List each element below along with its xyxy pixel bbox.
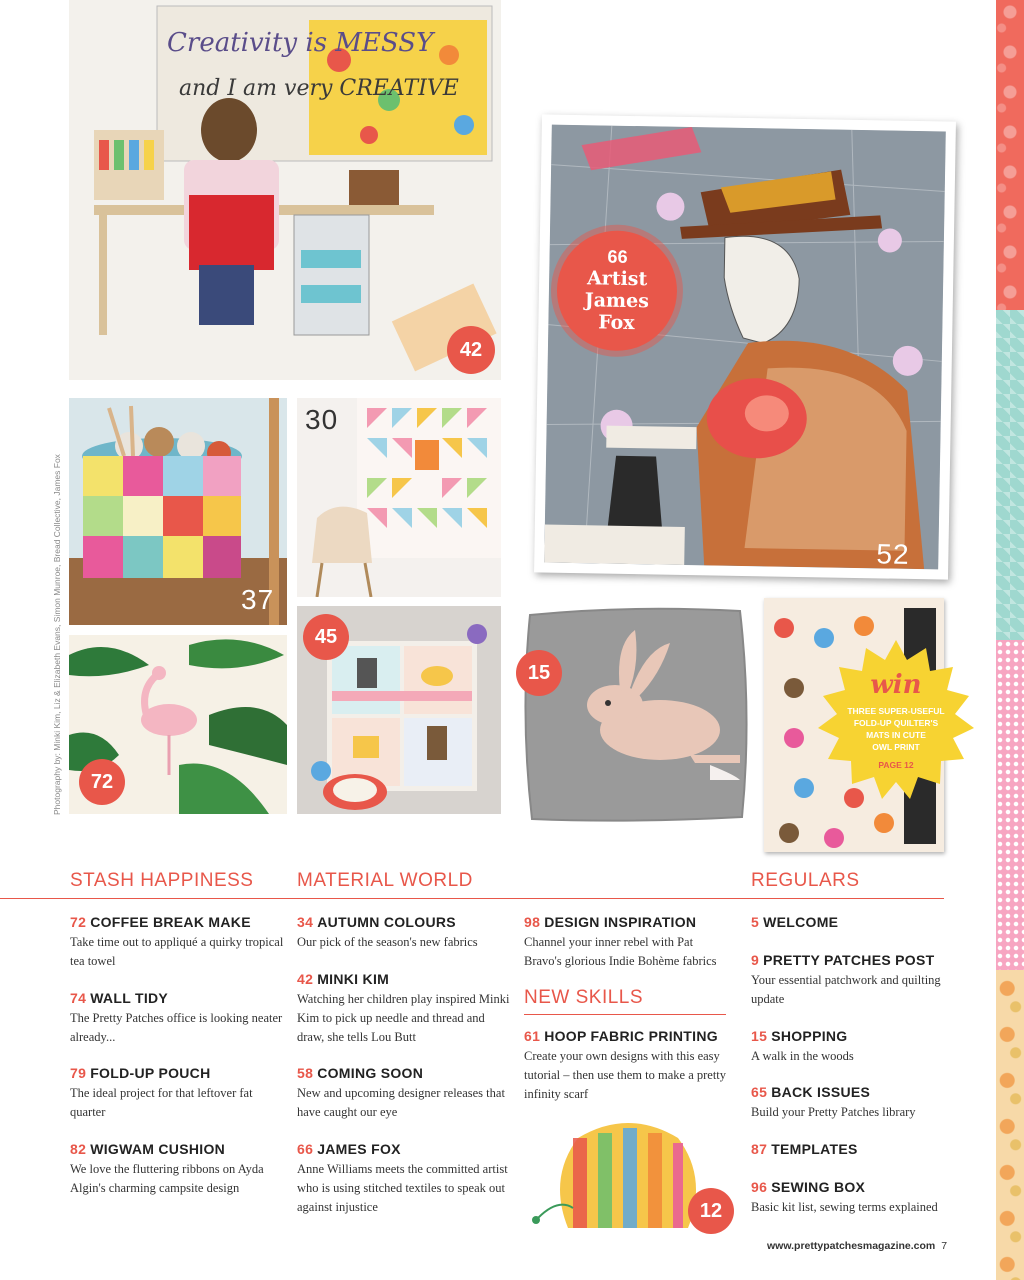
entry-pretty-patches-post[interactable] bbox=[751, 952, 966, 1009]
entry-page-number: 87 bbox=[751, 1141, 768, 1157]
entry-hoop-fabric-printing[interactable] bbox=[524, 1028, 729, 1104]
entry-welcome[interactable] bbox=[751, 914, 966, 930]
entry-title: BACK ISSUES bbox=[771, 1084, 871, 1100]
entry-page-number: 61 bbox=[524, 1028, 541, 1044]
entry-title: DESIGN INSPIRATION bbox=[544, 914, 697, 930]
entry-title: JAMES FOX bbox=[317, 1141, 401, 1157]
section-divider bbox=[0, 898, 944, 899]
entry-page-number: 15 bbox=[751, 1028, 768, 1044]
win-headline: win bbox=[870, 670, 922, 700]
decorative-strip-teal bbox=[996, 310, 1024, 640]
win-line-4: OWL PRINT bbox=[872, 742, 920, 752]
win-page-ref: PAGE 12 bbox=[878, 760, 914, 770]
new-skills-divider bbox=[524, 1014, 726, 1015]
entry-page-number: 82 bbox=[70, 1141, 87, 1157]
entry-description: Create your own designs with this easy tutorial – then use them to make a pretty infinity scarf bbox=[524, 1049, 727, 1101]
entry-autumn-colours[interactable] bbox=[297, 914, 512, 952]
decorative-strip-floral bbox=[996, 0, 1024, 310]
entry-page-number: 34 bbox=[297, 914, 314, 930]
entry-title: MINKI KIM bbox=[317, 971, 390, 987]
entry-fold-up-pouch[interactable] bbox=[70, 1065, 285, 1122]
page-number-52: 52 bbox=[876, 538, 910, 570]
entry-title: COMING SOON bbox=[317, 1065, 424, 1081]
entry-page-number: 42 bbox=[297, 971, 314, 987]
win-star-burst bbox=[816, 640, 976, 800]
entry-minki-kim[interactable] bbox=[297, 971, 512, 1047]
win-line-2: FOLD-UP QUILTER'S bbox=[853, 718, 939, 728]
entry-page-number: 58 bbox=[297, 1065, 314, 1081]
section-new-skills: NEW SKILLS bbox=[524, 987, 644, 1008]
footer-url[interactable]: www.prettypatchesmagazine.com bbox=[767, 1240, 936, 1252]
entry-design-inspiration[interactable] bbox=[524, 914, 729, 971]
photo-creativity-artwork bbox=[69, 0, 501, 380]
entry-coffee-break-make[interactable] bbox=[70, 914, 285, 971]
decorative-strip-orange bbox=[996, 970, 1024, 1280]
entry-wall-tidy[interactable] bbox=[70, 990, 285, 1047]
entry-back-issues[interactable] bbox=[751, 1084, 966, 1122]
entry-description: The ideal project for that leftover fat quarter bbox=[70, 1086, 253, 1119]
entry-templates[interactable] bbox=[751, 1141, 966, 1157]
james-fox-badge bbox=[556, 230, 678, 352]
photo-credit: Photography by: Minki Kim, Liz & Elizabeth Evans, Simon Munroe, Bread Collective, James Fox bbox=[52, 454, 62, 815]
page-number-30: 30 bbox=[305, 404, 339, 435]
entry-page-number: 66 bbox=[297, 1141, 314, 1157]
james-fox-badge-number: 66 bbox=[607, 246, 628, 267]
entry-title: COFFEE BREAK MAKE bbox=[90, 914, 251, 930]
entry-title: WIGWAM CUSHION bbox=[90, 1141, 226, 1157]
photo-coffee-quilt bbox=[297, 606, 501, 814]
entry-page-number: 9 bbox=[751, 952, 760, 968]
entry-james-fox[interactable] bbox=[297, 1141, 512, 1217]
entry-title: PRETTY PATCHES POST bbox=[763, 952, 935, 968]
footer-page-number: 7 bbox=[941, 1240, 948, 1252]
entry-description: Build your Pretty Patches library bbox=[751, 1105, 916, 1119]
entry-description: Basic kit list, sewing terms explained bbox=[751, 1200, 938, 1214]
page-badge-42: 42 bbox=[447, 326, 495, 374]
entry-sewing-box[interactable] bbox=[751, 1179, 966, 1217]
decorative-strip-pink-dots bbox=[996, 640, 1024, 970]
section-material-world: MATERIAL WORLD bbox=[297, 870, 473, 891]
entry-title: SEWING BOX bbox=[771, 1179, 866, 1195]
entry-page-number: 65 bbox=[751, 1084, 768, 1100]
page-footer bbox=[767, 1240, 947, 1252]
photo-james-fox-artwork bbox=[534, 114, 956, 579]
entry-page-number: 96 bbox=[751, 1179, 768, 1195]
section-stash-happiness: STASH HAPPINESS bbox=[70, 870, 254, 891]
page-badge-12: 12 bbox=[688, 1188, 734, 1234]
photo-drawstring-pouch bbox=[528, 1098, 740, 1238]
entry-wigwam-cushion[interactable] bbox=[70, 1141, 285, 1198]
entry-page-number: 5 bbox=[751, 914, 760, 930]
win-line-1: THREE SUPER-USEFUL bbox=[847, 706, 945, 716]
photo-flamingo-tea-towel bbox=[69, 635, 287, 814]
entry-title: HOOP FABRIC PRINTING bbox=[544, 1028, 718, 1044]
embroidered-text-creativity: Creativity is MESSY bbox=[167, 28, 434, 58]
entry-page-number: 72 bbox=[70, 914, 87, 930]
section-regulars: REGULARS bbox=[751, 870, 860, 891]
entry-title: SHOPPING bbox=[771, 1028, 848, 1044]
photo-triangle-quilt bbox=[297, 398, 501, 597]
entry-title: WALL TIDY bbox=[90, 990, 169, 1006]
page-number-37: 37 bbox=[241, 584, 275, 615]
entry-description: Anne Williams meets the committed artist who is using stitched textiles to speak out against injustice bbox=[297, 1162, 508, 1214]
entry-description: Your essential patchwork and quilting update bbox=[751, 973, 941, 1006]
page-badge-45: 45 bbox=[303, 614, 349, 660]
entry-description: The Pretty Patches office is looking neater already... bbox=[70, 1011, 283, 1044]
photo-owl-mats bbox=[764, 598, 944, 852]
entry-title: AUTUMN COLOURS bbox=[317, 914, 456, 930]
page-badge-15: 15 bbox=[516, 650, 562, 696]
photo-patchwork-basket bbox=[69, 398, 287, 625]
entry-description: Take time out to appliqué a quirky tropical tea towel bbox=[70, 935, 284, 968]
entry-page-number: 98 bbox=[524, 914, 541, 930]
entry-page-number: 74 bbox=[70, 990, 87, 1006]
entry-title: TEMPLATES bbox=[771, 1141, 858, 1157]
page-badge-72: 72 bbox=[79, 759, 125, 805]
entry-page-number: 79 bbox=[70, 1065, 87, 1081]
entry-coming-soon[interactable] bbox=[297, 1065, 512, 1122]
entry-description: A walk in the woods bbox=[751, 1049, 854, 1063]
entry-title: WELCOME bbox=[763, 914, 839, 930]
photo-hare-cushion bbox=[510, 605, 752, 823]
entry-title: FOLD-UP POUCH bbox=[90, 1065, 211, 1081]
embroidered-text-creative: and I am very CREATIVE bbox=[179, 76, 459, 101]
james-fox-badge-line2: James bbox=[584, 289, 650, 313]
entry-description: New and upcoming designer releases that have caught our eye bbox=[297, 1086, 505, 1119]
entry-description: Our pick of the season's new fabrics bbox=[297, 935, 478, 949]
james-fox-badge-line3: Fox bbox=[597, 311, 635, 335]
james-fox-badge-line1: Artist bbox=[586, 267, 648, 291]
entry-description: Channel your inner rebel with Pat Bravo's glorious Indie Bohème fabrics bbox=[524, 935, 717, 968]
entry-shopping[interactable] bbox=[751, 1028, 966, 1066]
entry-description: Watching her children play inspired Minki Kim to pick up needle and thread and draw, she tells Lou Butt bbox=[297, 992, 510, 1044]
win-line-3: MATS IN CUTE bbox=[866, 730, 926, 740]
entry-description: We love the fluttering ribbons on Ayda Algin's charming campsite design bbox=[70, 1162, 264, 1195]
